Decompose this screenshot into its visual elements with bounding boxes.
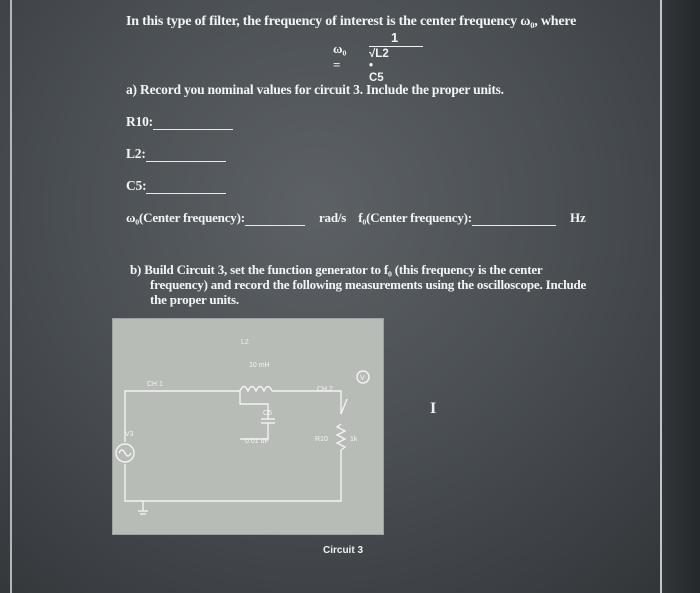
- c5-label: C5: [263, 410, 272, 417]
- wire-left-top: [125, 391, 240, 442]
- r10-value: 1k: [350, 436, 358, 443]
- resistor-r10: [337, 424, 345, 450]
- r10-answer-blank[interactable]: [153, 129, 233, 130]
- circuit-3-schematic: [112, 318, 384, 535]
- ch1-label: CH 1: [147, 381, 163, 388]
- rad-unit: rad/s: [318, 210, 347, 225]
- wire-right-top: [272, 391, 341, 414]
- inductor-l2: [240, 387, 272, 392]
- omega-label: ω₀(Center frequency):: [126, 210, 245, 225]
- l2-answer-blank[interactable]: [146, 161, 226, 162]
- formula-numerator: 1: [391, 30, 399, 45]
- paper-edge-right: [660, 0, 662, 593]
- c5-label: C5:: [126, 178, 147, 193]
- l2-value: 10 mH: [249, 362, 270, 369]
- ch2-label: CH 2: [317, 386, 333, 393]
- r10-row: [126, 114, 233, 130]
- probe-lead: [341, 399, 347, 414]
- frequency-row: [126, 210, 586, 226]
- l2-label: L2: [241, 339, 249, 346]
- r10-label: R10: [315, 436, 328, 443]
- source-sine-wave: [119, 450, 131, 456]
- r10-label: R10:: [126, 114, 153, 129]
- omega-answer-blank[interactable]: [245, 225, 305, 226]
- l2-label: L2:: [126, 146, 146, 161]
- circuit-diagram: [113, 319, 383, 534]
- fc-label: f₀(Center frequency):: [358, 210, 472, 225]
- part-b-line-3: the proper units.: [150, 292, 239, 307]
- wire-bottom: [125, 450, 341, 501]
- l2-row: [126, 146, 226, 162]
- paper-edge-left: [10, 0, 12, 593]
- part-b-line-1: b) Build Circuit 3, set the function generator to f₀ (this frequency is the center: [130, 262, 543, 277]
- hz-unit: Hz: [570, 210, 586, 225]
- fc-answer-blank[interactable]: [472, 225, 556, 226]
- part-a-heading: a) Record you nominal values for circuit 3. Include the proper units.: [126, 82, 504, 97]
- formula-lhs: ω₀ =: [333, 41, 347, 72]
- v3-label: V3: [125, 431, 134, 438]
- c5-answer-blank[interactable]: [146, 193, 226, 194]
- background-right: [662, 0, 700, 593]
- wire-cap-bottom: [240, 423, 268, 439]
- part-b-line-2: frequency) and record the following measurements using the oscilloscope. Include: [150, 277, 587, 292]
- intro-text: In this type of filter, the frequency of interest is the center frequency ω₀, where: [126, 14, 577, 29]
- formula-denominator: √L2 • C5: [369, 48, 389, 84]
- c5-value: 0.01 uF: [245, 438, 269, 445]
- fraction-bar: [369, 46, 423, 47]
- probe-symbol: V: [360, 375, 365, 382]
- text-cursor-icon: I: [430, 400, 437, 417]
- c5-row: [126, 178, 226, 194]
- figure-caption: Circuit 3: [323, 545, 364, 556]
